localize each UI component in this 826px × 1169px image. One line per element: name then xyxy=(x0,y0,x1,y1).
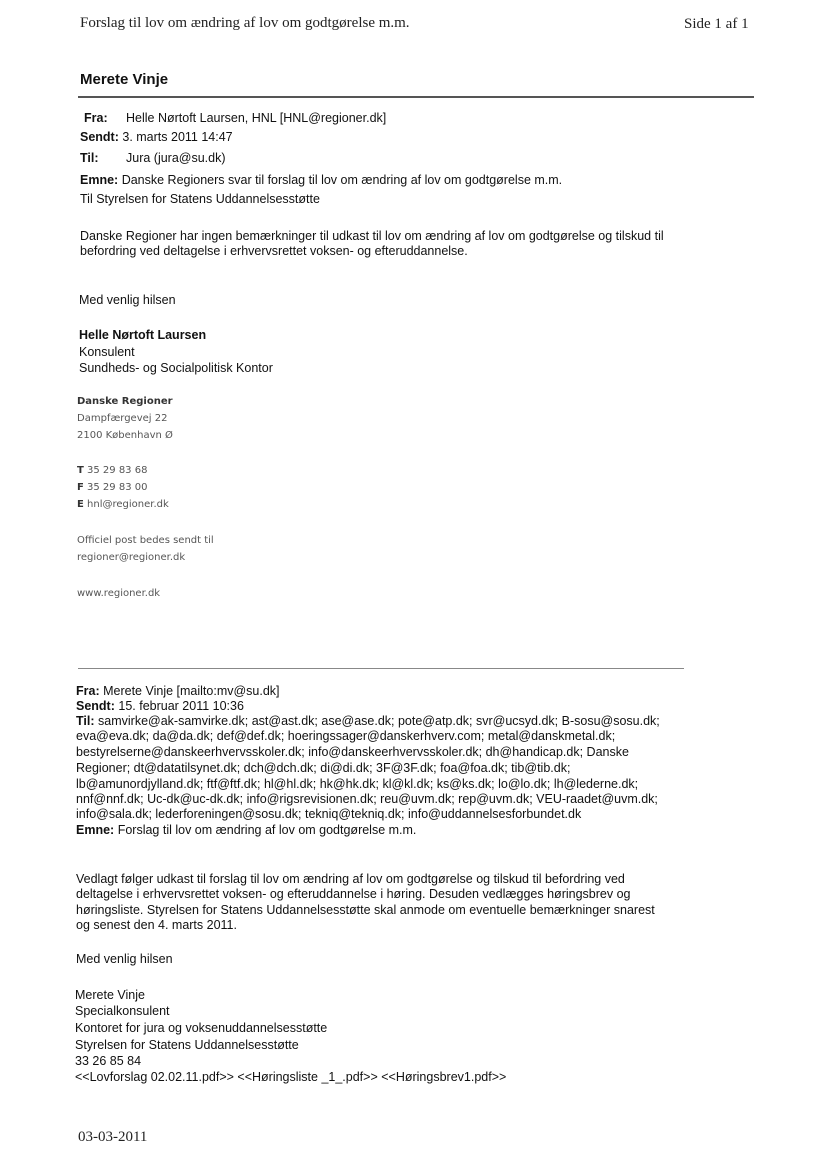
signature-email[interactable]: hnl@regioner.dk xyxy=(87,499,169,510)
signature-fax: 35 29 83 00 xyxy=(87,482,148,493)
email2-body-line2: deltagelse i erhvervsrettet voksen- og efteruddannelse i høring. Desuden vedlægges høringsbrev og xyxy=(76,887,631,901)
email1-from-label: Fra: xyxy=(84,111,108,125)
email2-sent-value: 15. februar 2011 10:36 xyxy=(118,699,244,713)
email1-to-label: Til: xyxy=(80,151,99,165)
email2-to-label: Til: xyxy=(76,714,95,728)
email2-body-line1: Vedlagt følger udkast til forslag til lov om ændring af lov om godtgørelse og tilskud til befordring ved xyxy=(76,872,625,886)
email-separator xyxy=(78,668,684,669)
email2-to-line2: eva@eva.dk; da@da.dk; def@def.dk; hoeringssager@danskerhverv.com; metal@danskmetal.dk; xyxy=(76,729,616,743)
page-header-title: Forslag til lov om ændring af lov om godtgørelse m.m. xyxy=(80,15,410,31)
signature-phone: 35 29 83 68 xyxy=(87,465,148,476)
email2-sender-title: Specialkonsulent xyxy=(75,1004,170,1018)
signature-phone-letter: T xyxy=(77,465,84,476)
email2-to-line5: lb@amunordjylland.dk; ftf@ftf.dk; hl@hl.dk; hk@hk.dk; kl@kl.dk; ks@ks.dk; lo@lo.dk; lh@lederne.dk; xyxy=(76,777,639,791)
email2-body-line4: og senest den 4. marts 2011. xyxy=(76,918,237,932)
email2-to-line6: nnf@nnf.dk; Uc-dk@uc-dk.dk; info@rigsrevisionen.dk; reu@uvm.dk; rep@uvm.dk; VEU-raadet@uvm.dk; xyxy=(76,792,658,806)
email2-subject-label: Emne: xyxy=(76,823,115,837)
email2-sender-office: Kontoret for jura og voksenuddannelsesstøtte xyxy=(75,1021,328,1035)
print-date: 03-03-2011 xyxy=(78,1129,148,1145)
email2-from-label: Fra: xyxy=(76,684,100,698)
email1-subject-value: Danske Regioners svar til forslag til lov om ændring af lov om godtgørelse m.m. xyxy=(121,173,563,187)
email1-closing: Med venlig hilsen xyxy=(79,293,176,307)
email1-salutation: Til Styrelsen for Statens Uddannelsesstøtte xyxy=(80,192,320,206)
signature-street: Dampfærgevej 22 xyxy=(77,413,168,424)
signature-city: 2100 København Ø xyxy=(77,430,173,441)
page-number: Side 1 af 1 xyxy=(684,16,749,32)
email1-sent-value: 3. marts 2011 14:47 xyxy=(122,130,233,144)
email2-to-line3: bestyrelserne@danskeerhvervsskoler.dk; info@danskeerhvervsskoler.dk; dh@handicap.dk; Danske xyxy=(76,745,629,759)
signature-org: Danske Regioner xyxy=(77,396,173,407)
email1-sender-office: Sundheds- og Socialpolitisk Kontor xyxy=(79,361,273,375)
email2-from-value: Merete Vinje [mailto:mv@su.dk] xyxy=(103,684,280,698)
email2-sent-label: Sendt: xyxy=(76,699,115,713)
email2-to-line1: samvirke@ak-samvirke.dk; ast@ast.dk; ase@ase.dk; pote@atp.dk; svr@ucsyd.dk; B-sosu@sosu.dk; xyxy=(98,714,660,728)
email2-closing: Med venlig hilsen xyxy=(76,952,173,966)
email2-sender-name: Merete Vinje xyxy=(75,988,145,1002)
email2-body-line3: høringsliste. Styrelsen for Statens Uddannelsesstøtte skal anmode om eventuelle bemærkninger snarest xyxy=(76,903,655,917)
email1-to-value: Jura (jura@su.dk) xyxy=(126,151,226,165)
email2-subject-value: Forslag til lov om ændring af lov om godtgørelse m.m. xyxy=(117,823,417,837)
email1-body-line1: Danske Regioner har ingen bemærkninger til udkast til lov om ændring af lov om godtgørelse og tilskud til xyxy=(80,229,664,243)
recipient-name: Merete Vinje xyxy=(80,71,169,88)
signature-official-line1: Officiel post bedes sendt til xyxy=(77,535,214,546)
email1-body-line2: befordring ved deltagelse i erhvervsrettet voksen- og efteruddannelse. xyxy=(80,244,468,258)
email2-to-line4: Regioner; dt@datatilsynet.dk; dch@dch.dk; di@di.dk; 3F@3F.dk; foa@foa.dk; tib@tib.dk; xyxy=(76,761,571,775)
email1-from-value: Helle Nørtoft Laursen, HNL [HNL@regioner.dk] xyxy=(126,111,387,125)
email1-sender-name: Helle Nørtoft Laursen xyxy=(79,328,207,342)
email2-sender-phone: 33 26 85 84 xyxy=(75,1054,142,1068)
signature-fax-letter: F xyxy=(77,482,84,493)
signature-website[interactable]: www.regioner.dk xyxy=(77,588,161,599)
signature-official-line2[interactable]: regioner@regioner.dk xyxy=(77,552,186,563)
email2-attachments[interactable]: <<Lovforslag 02.02.11.pdf>> <<Høringsliste _1_.pdf>> <<Høringsbrev1.pdf>> xyxy=(75,1070,507,1084)
email2-sender-org: Styrelsen for Statens Uddannelsesstøtte xyxy=(75,1038,299,1052)
email1-sender-title: Konsulent xyxy=(79,345,135,359)
email1-sent-label: Sendt: xyxy=(80,130,119,144)
recipient-divider xyxy=(78,96,754,98)
email1-subject-label: Emne: xyxy=(80,173,119,187)
signature-email-letter: E xyxy=(77,499,84,510)
email2-to-line7: info@sala.dk; lederforeningen@sosu.dk; tekniq@tekniq.dk; info@uddannelsesforbundet.dk xyxy=(76,807,582,821)
